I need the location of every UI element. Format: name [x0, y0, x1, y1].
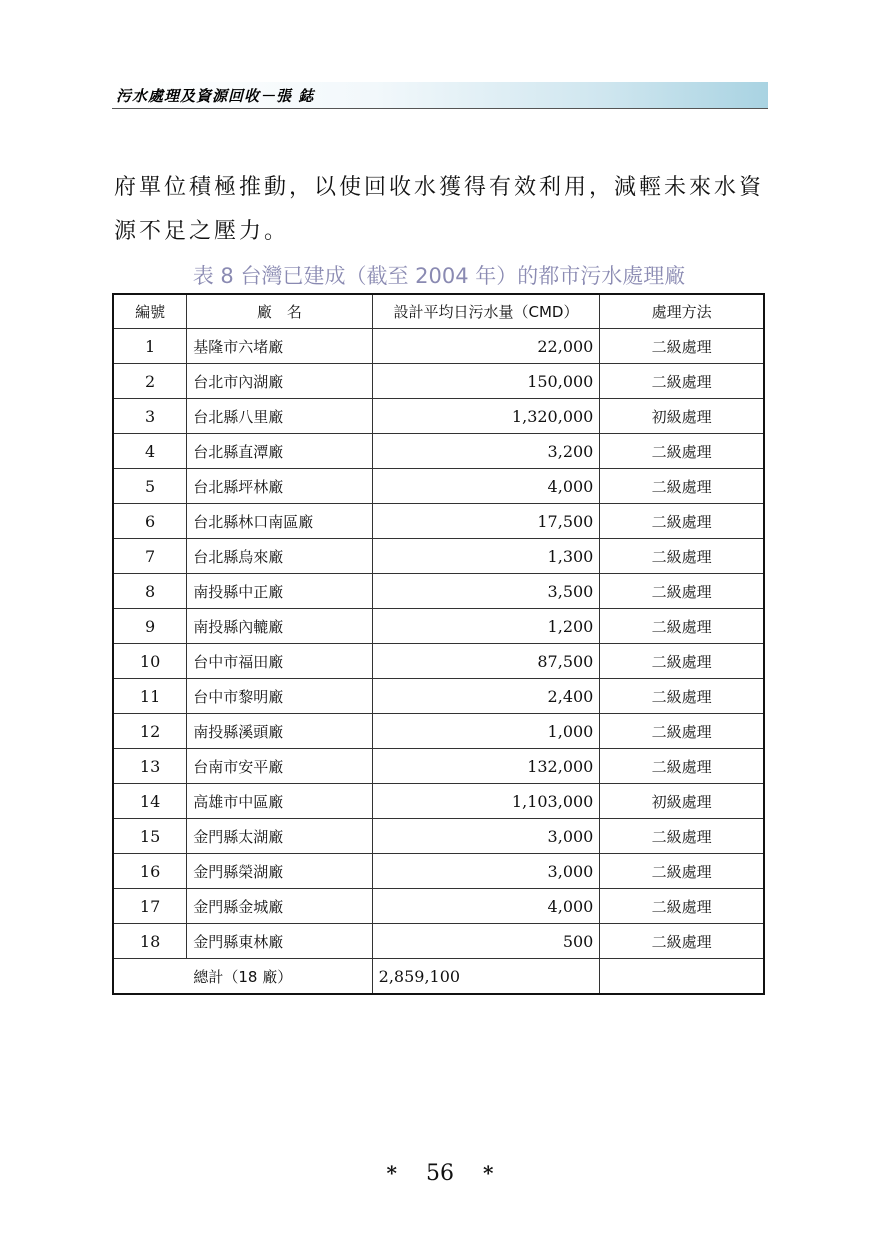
table-row	[113, 329, 764, 364]
cell-method: 二級處理	[600, 469, 764, 504]
cell-plant-name: 南投縣內轆廠	[187, 609, 372, 644]
cell-number: 5	[113, 469, 187, 504]
total-label: 總計（18 廠）	[113, 959, 372, 995]
column-header-name: 廠 名	[187, 294, 372, 329]
asterisk-ornament-left: *	[386, 1161, 397, 1185]
cell-plant-name: 台中市福田廠	[187, 644, 372, 679]
cell-number: 3	[113, 399, 187, 434]
table-row	[113, 714, 764, 749]
table-row	[113, 504, 764, 539]
cell-number: 7	[113, 539, 187, 574]
column-header-capacity: 設計平均日污水量（CMD）	[372, 294, 600, 329]
cell-method: 二級處理	[600, 749, 764, 784]
cell-number: 10	[113, 644, 187, 679]
cell-number: 16	[113, 854, 187, 889]
cell-plant-name: 金門縣東林廠	[187, 924, 372, 959]
cell-number: 6	[113, 504, 187, 539]
cell-number: 14	[113, 784, 187, 819]
cell-method: 二級處理	[600, 679, 764, 714]
cell-method: 二級處理	[600, 574, 764, 609]
cell-method: 初級處理	[600, 784, 764, 819]
table-row	[113, 434, 764, 469]
cell-number: 13	[113, 749, 187, 784]
cell-number: 15	[113, 819, 187, 854]
cell-method: 二級處理	[600, 504, 764, 539]
table-row	[113, 609, 764, 644]
total-value: 2,859,100	[372, 959, 600, 995]
cell-number: 18	[113, 924, 187, 959]
cell-plant-name: 台北縣烏來廠	[187, 539, 372, 574]
treatment-plant-table	[112, 293, 765, 995]
cell-capacity: 1,200	[372, 609, 600, 644]
cell-plant-name: 台北市內湖廠	[187, 364, 372, 399]
cell-method: 二級處理	[600, 364, 764, 399]
cell-plant-name: 台中市黎明廠	[187, 679, 372, 714]
cell-method: 二級處理	[600, 434, 764, 469]
column-header-number: 編號	[113, 294, 187, 329]
cell-capacity: 1,300	[372, 539, 600, 574]
table-row	[113, 889, 764, 924]
cell-number: 11	[113, 679, 187, 714]
cell-capacity: 3,200	[372, 434, 600, 469]
table-caption: 表 8 台灣已建成（截至 2004 年）的都市污水處理廠	[192, 264, 686, 288]
table-row	[113, 924, 764, 959]
cell-capacity: 1,320,000	[372, 399, 600, 434]
table-row	[113, 399, 764, 434]
cell-capacity: 4,000	[372, 889, 600, 924]
cell-capacity: 1,000	[372, 714, 600, 749]
cell-method: 二級處理	[600, 889, 764, 924]
table-row	[113, 749, 764, 784]
cell-method: 二級處理	[600, 714, 764, 749]
cell-method: 二級處理	[600, 539, 764, 574]
table-row	[113, 854, 764, 889]
table-row	[113, 644, 764, 679]
cell-plant-name: 南投縣中正廠	[187, 574, 372, 609]
cell-method: 初級處理	[600, 399, 764, 434]
body-line: 源不足之壓力。	[114, 219, 290, 244]
cell-plant-name: 台北縣直潭廠	[187, 434, 372, 469]
table-row	[113, 819, 764, 854]
cell-plant-name: 台北縣坪林廠	[187, 469, 372, 504]
cell-method: 二級處理	[600, 609, 764, 644]
cell-capacity: 3,500	[372, 574, 600, 609]
cell-plant-name: 高雄市中區廠	[187, 784, 372, 819]
cell-number: 1	[113, 329, 187, 364]
table-body	[113, 329, 764, 959]
total-method-empty	[600, 959, 764, 995]
cell-method: 二級處理	[600, 644, 764, 679]
cell-number: 9	[113, 609, 187, 644]
cell-number: 2	[113, 364, 187, 399]
table-header-row	[113, 294, 764, 329]
page-footer	[0, 1160, 880, 1186]
cell-number: 8	[113, 574, 187, 609]
cell-plant-name: 金門縣太湖廠	[187, 819, 372, 854]
cell-number: 12	[113, 714, 187, 749]
table-row	[113, 539, 764, 574]
cell-capacity: 1,103,000	[372, 784, 600, 819]
column-header-method: 處理方法	[600, 294, 764, 329]
cell-method: 二級處理	[600, 924, 764, 959]
cell-capacity: 17,500	[372, 504, 600, 539]
running-header-title: 污水處理及資源回收－張 鋕	[116, 87, 315, 105]
body-paragraph	[114, 166, 774, 254]
cell-plant-name: 台北縣八里廠	[187, 399, 372, 434]
cell-capacity: 132,000	[372, 749, 600, 784]
cell-plant-name: 台南市安平廠	[187, 749, 372, 784]
total-row	[113, 959, 764, 995]
cell-number: 17	[113, 889, 187, 924]
cell-plant-name: 南投縣溪頭廠	[187, 714, 372, 749]
table-row	[113, 364, 764, 399]
cell-capacity: 150,000	[372, 364, 600, 399]
asterisk-ornament-right: *	[483, 1161, 494, 1185]
cell-capacity: 22,000	[372, 329, 600, 364]
cell-method: 二級處理	[600, 329, 764, 364]
cell-plant-name: 基隆市六堵廠	[187, 329, 372, 364]
cell-plant-name: 金門縣榮湖廠	[187, 854, 372, 889]
page-number: 56	[426, 1160, 454, 1186]
table-row	[113, 469, 764, 504]
cell-method: 二級處理	[600, 819, 764, 854]
cell-capacity: 3,000	[372, 854, 600, 889]
cell-method: 二級處理	[600, 854, 764, 889]
cell-plant-name: 台北縣林口南區廠	[187, 504, 372, 539]
table-row	[113, 679, 764, 714]
cell-plant-name: 金門縣金城廠	[187, 889, 372, 924]
body-line: 府單位積極推動，以使回收水獲得有效利用，減輕未來水資	[114, 175, 765, 200]
table-row	[113, 784, 764, 819]
cell-capacity: 87,500	[372, 644, 600, 679]
table-row	[113, 574, 764, 609]
running-header	[112, 82, 768, 109]
cell-capacity: 3,000	[372, 819, 600, 854]
cell-capacity: 500	[372, 924, 600, 959]
cell-number: 4	[113, 434, 187, 469]
cell-capacity: 2,400	[372, 679, 600, 714]
cell-capacity: 4,000	[372, 469, 600, 504]
